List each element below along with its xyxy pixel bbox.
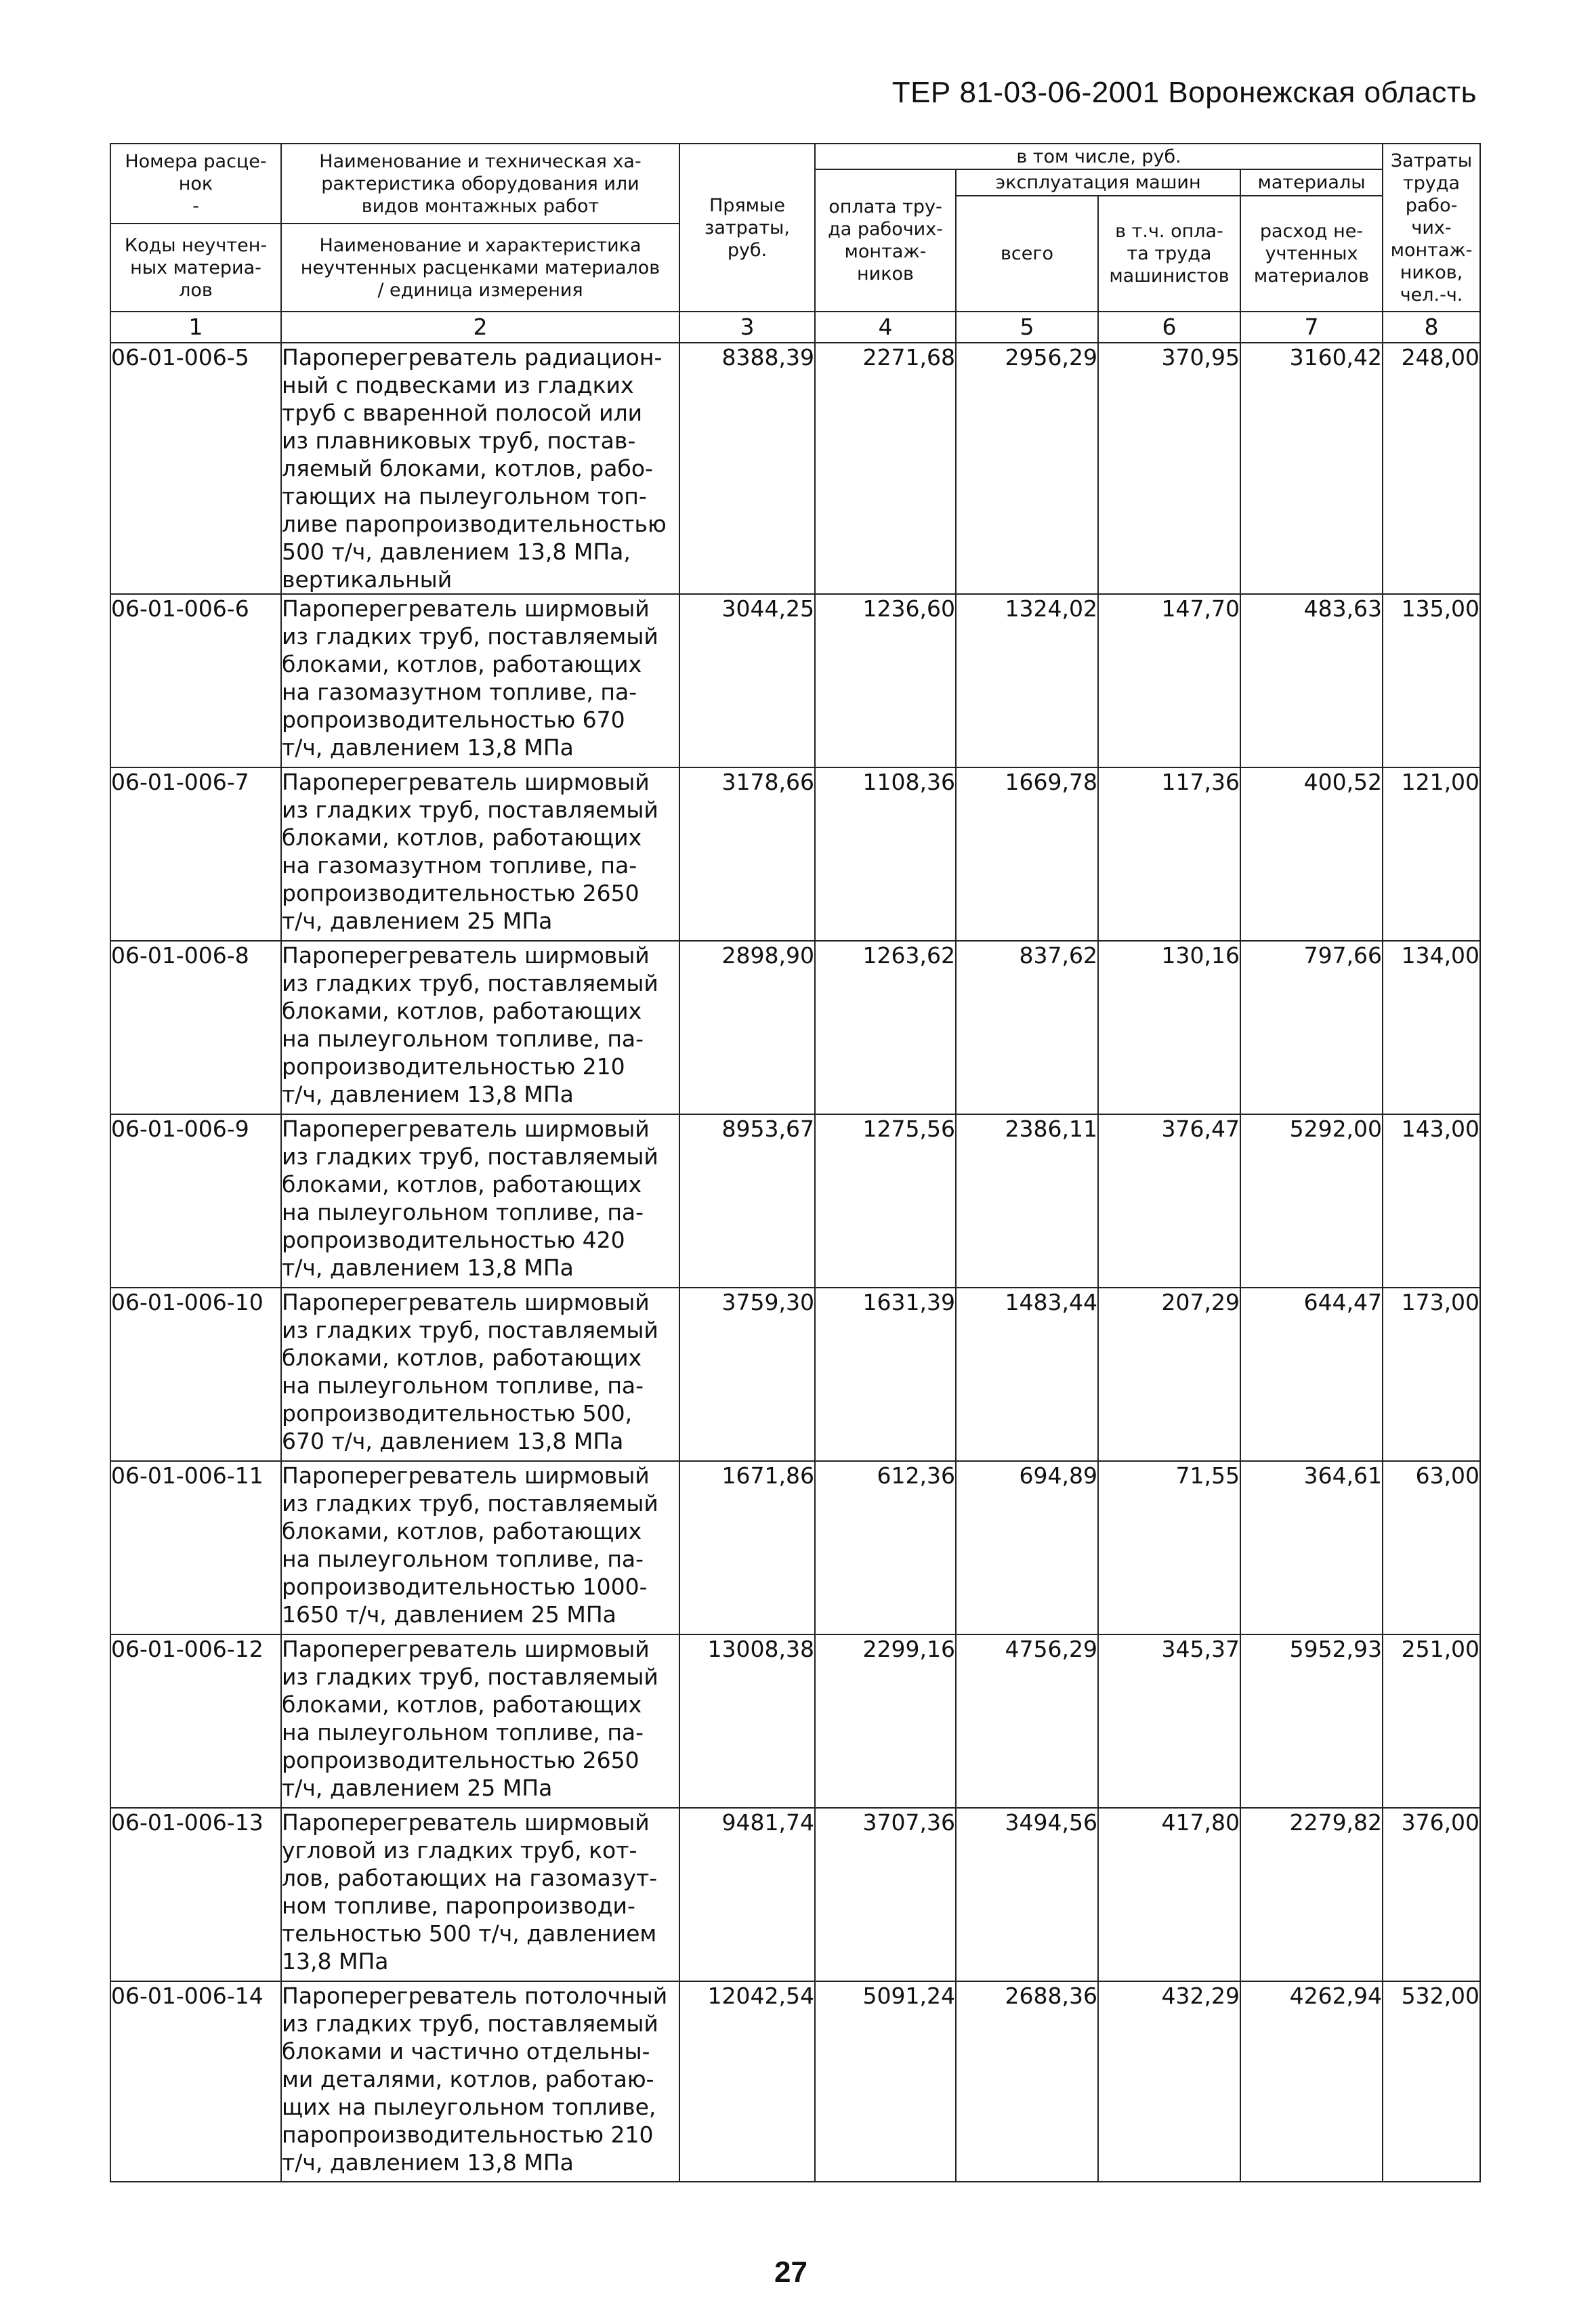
machinist-wages: 417,80 <box>1098 1808 1240 1981</box>
machines-total: 2956,29 <box>956 343 1098 594</box>
materials: 483,63 <box>1240 594 1383 767</box>
table-row <box>110 343 1480 594</box>
worker-wages: 612,36 <box>815 1461 956 1634</box>
direct-costs: 13008,38 <box>679 1634 815 1808</box>
machinist-wages: 370,95 <box>1098 343 1240 594</box>
labor-costs: 532,00 <box>1383 1981 1480 2182</box>
rate-code: 06-01-006-14 <box>110 1981 281 2182</box>
rate-description: Пароперегреватель ширмовый из гладких труб, поставляемый блоками, котлов, работающих на пылеугольном топливе, па- ропроизводительностью 420 т/ч, давлением 13,8 МПа <box>281 1114 679 1288</box>
labor-costs: 251,00 <box>1383 1634 1480 1808</box>
rate-code: 06-01-006-9 <box>110 1114 281 1288</box>
direct-costs: 8953,67 <box>679 1114 815 1288</box>
worker-wages: 1108,36 <box>815 767 956 941</box>
header-including: в том числе, руб. <box>815 144 1383 169</box>
labor-costs: 134,00 <box>1383 941 1480 1114</box>
header-direct-costs: Прямые затраты, руб. <box>679 144 815 312</box>
materials: 364,61 <box>1240 1461 1383 1634</box>
table-row <box>110 767 1480 941</box>
table-row <box>110 1288 1480 1461</box>
header-codes: Коды неучтен- ных материа- лов <box>110 224 281 312</box>
worker-wages: 2299,16 <box>815 1634 956 1808</box>
table-row <box>110 1981 1480 2182</box>
rates-table <box>110 143 1481 2182</box>
materials: 2279,82 <box>1240 1808 1383 1981</box>
rate-description: Пароперегреватель радиацион- ный с подвесками из гладких труб с вваренной полосой или из плавниковых труб, постав- ляемый блоками, котлов, рабо- тающих на пылеугольном топ- ливе паропроизводительностью 500 т/ч, давлением 13,8 МПа, вертикальный <box>281 343 679 594</box>
rate-description: Пароперегреватель ширмовый из гладких труб, поставляемый блоками, котлов, работающих на пылеугольном топливе, па- ропроизводительностью 1000- 1650 т/ч, давлением 25 МПа <box>281 1461 679 1634</box>
table-row <box>110 941 1480 1114</box>
machinist-wages: 376,47 <box>1098 1114 1240 1288</box>
col-number: 6 <box>1098 312 1240 343</box>
table-row <box>110 1634 1480 1808</box>
table-row <box>110 1114 1480 1288</box>
materials: 5292,00 <box>1240 1114 1383 1288</box>
labor-costs: 376,00 <box>1383 1808 1480 1981</box>
machines-total: 3494,56 <box>956 1808 1098 1981</box>
col-number: 8 <box>1383 312 1480 343</box>
materials: 644,47 <box>1240 1288 1383 1461</box>
rate-code: 06-01-006-7 <box>110 767 281 941</box>
rate-description: Пароперегреватель ширмовый из гладких труб, поставляемый блоками, котлов, работающих на пылеугольном топливе, па- ропроизводительностью 500, 670 т/ч, давлением 13,8 МПа <box>281 1288 679 1461</box>
materials: 4262,94 <box>1240 1981 1383 2182</box>
column-number-row <box>110 312 1480 343</box>
machines-total: 2688,36 <box>956 1981 1098 2182</box>
labor-costs: 121,00 <box>1383 767 1480 941</box>
machines-total: 4756,29 <box>956 1634 1098 1808</box>
rate-code: 06-01-006-12 <box>110 1634 281 1808</box>
col-number: 5 <box>956 312 1098 343</box>
materials: 400,52 <box>1240 767 1383 941</box>
machines-total: 1483,44 <box>956 1288 1098 1461</box>
rate-code: 06-01-006-10 <box>110 1288 281 1461</box>
materials: 5952,93 <box>1240 1634 1383 1808</box>
machines-total: 694,89 <box>956 1461 1098 1634</box>
machines-total: 837,62 <box>956 941 1098 1114</box>
machines-total: 1324,02 <box>956 594 1098 767</box>
machinist-wages: 345,37 <box>1098 1634 1240 1808</box>
rate-description: Пароперегреватель потолочный из гладких труб, поставляемый блоками и частично отдельны- ми деталями, котлов, работаю- щих на пылеугольном топливе, паропроизводительностью 210 т/ч, давлением 13,8 МПа <box>281 1981 679 2182</box>
labor-costs: 135,00 <box>1383 594 1480 767</box>
header-name-top: Наименование и техническая ха- рактеристика оборудования или видов монтажных работ <box>281 144 679 224</box>
machinist-wages: 147,70 <box>1098 594 1240 767</box>
col-number: 7 <box>1240 312 1383 343</box>
header-unaccounted-materials: расход не- учтенных материалов <box>1240 196 1383 312</box>
document-title: ТЕР 81-03-06-2001 Воронежская область <box>891 76 1477 109</box>
direct-costs: 12042,54 <box>679 1981 815 2182</box>
header-labor: Затраты труда рабо- чих- монтаж- ников, чел.-ч. <box>1383 144 1480 312</box>
labor-costs: 143,00 <box>1383 1114 1480 1288</box>
rate-description: Пароперегреватель ширмовый из гладких труб, поставляемый блоками, котлов, работающих на пылеугольном топливе, па- ропроизводительностью 2650 т/ч, давлением 25 МПа <box>281 1634 679 1808</box>
rate-code: 06-01-006-8 <box>110 941 281 1114</box>
machines-total: 2386,11 <box>956 1114 1098 1288</box>
table-row <box>110 1461 1480 1634</box>
header-name-bottom: Наименование и характеристика неучтенных расценками материалов / единица измерения <box>281 224 679 312</box>
labor-costs: 248,00 <box>1383 343 1480 594</box>
rate-code: 06-01-006-13 <box>110 1808 281 1981</box>
labor-costs: 173,00 <box>1383 1288 1480 1461</box>
header-rate-numbers: Номера расце- нок - <box>110 144 281 224</box>
header-machinist-wages: в т.ч. опла- та труда машинистов <box>1098 196 1240 312</box>
worker-wages: 5091,24 <box>815 1981 956 2182</box>
machines-total: 1669,78 <box>956 767 1098 941</box>
materials: 797,66 <box>1240 941 1383 1114</box>
direct-costs: 9481,74 <box>679 1808 815 1981</box>
table-row <box>110 594 1480 767</box>
rate-description: Пароперегреватель ширмовый из гладких труб, поставляемый блоками, котлов, работающих на пылеугольном топливе, па- ропроизводительностью 210 т/ч, давлением 13,8 МПа <box>281 941 679 1114</box>
rate-description: Пароперегреватель ширмовый из гладких труб, поставляемый блоками, котлов, работающих на газомазутном топливе, па- ропроизводительностью 2650 т/ч, давлением 25 МПа <box>281 767 679 941</box>
direct-costs: 2898,90 <box>679 941 815 1114</box>
worker-wages: 3707,36 <box>815 1808 956 1981</box>
worker-wages: 1236,60 <box>815 594 956 767</box>
rate-code: 06-01-006-11 <box>110 1461 281 1634</box>
worker-wages: 1275,56 <box>815 1114 956 1288</box>
direct-costs: 3044,25 <box>679 594 815 767</box>
worker-wages: 2271,68 <box>815 343 956 594</box>
col-number: 3 <box>679 312 815 343</box>
direct-costs: 3178,66 <box>679 767 815 941</box>
header-materials: материалы <box>1240 169 1383 196</box>
machinist-wages: 117,36 <box>1098 767 1240 941</box>
page-number: 27 <box>774 2256 807 2289</box>
header-machines: эксплуатация машин <box>956 169 1240 196</box>
machinist-wages: 71,55 <box>1098 1461 1240 1634</box>
rate-description: Пароперегреватель ширмовый из гладких труб, поставляемый блоками, котлов, работающих на газомазутном топливе, па- ропроизводительностью 670 т/ч, давлением 13,8 МПа <box>281 594 679 767</box>
machinist-wages: 432,29 <box>1098 1981 1240 2182</box>
worker-wages: 1263,62 <box>815 941 956 1114</box>
col-number: 1 <box>110 312 281 343</box>
machinist-wages: 130,16 <box>1098 941 1240 1114</box>
direct-costs: 1671,86 <box>679 1461 815 1634</box>
col-number: 4 <box>815 312 956 343</box>
col-number: 2 <box>281 312 679 343</box>
machinist-wages: 207,29 <box>1098 1288 1240 1461</box>
direct-costs: 3759,30 <box>679 1288 815 1461</box>
labor-costs: 63,00 <box>1383 1461 1480 1634</box>
worker-wages: 1631,39 <box>815 1288 956 1461</box>
rate-code: 06-01-006-5 <box>110 343 281 594</box>
header-total: всего <box>956 196 1098 312</box>
materials: 3160,42 <box>1240 343 1383 594</box>
header-wages: оплата тру- да рабочих- монтаж- ников <box>815 169 956 312</box>
rate-code: 06-01-006-6 <box>110 594 281 767</box>
table-row <box>110 1808 1480 1981</box>
rate-description: Пароперегреватель ширмовый угловой из гладких труб, кот- лов, работающих на газомазут- ном топливе, паропроизводи- тельностью 500 т/ч, давлением 13,8 МПа <box>281 1808 679 1981</box>
direct-costs: 8388,39 <box>679 343 815 594</box>
